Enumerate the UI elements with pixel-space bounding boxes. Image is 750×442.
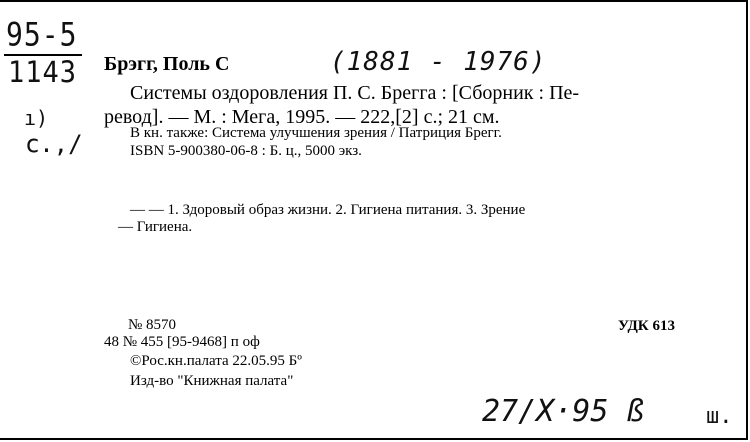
contents-note: В кн. также: Система улучшения зрения / Патриция Брегг. [130,125,502,141]
handwritten-note-small: ı) [24,106,49,130]
title-line-2: ревод]. — М. : Мега, 1995. — 222,[2] с.; 21 см. [104,106,500,128]
registration-number: 48 № 455 [95-9468] п оф [104,334,260,350]
title-line-1: Системы оздоровления П. С. Брегга : [Сборник : Пе- [130,82,580,104]
record-number: № 8570 [128,317,177,333]
author-heading: Брэгг, Поль С [104,53,230,75]
isbn-line: ISBN 5-900380-06-8 : Б. ц., 5000 экз. [130,143,362,159]
udk-code: УДК 613 [618,318,675,334]
subject-headings-line-2: — Гигиена. [118,219,193,235]
copyright-line: ©Рос.кн.палата 22.05.95 Бº [130,353,302,369]
author-years-handwritten: (1881 - 1976) [330,47,547,77]
handwritten-date: 27/X·95 ß [482,394,645,429]
publisher-line: Изд-во "Книжная палата" [130,373,294,389]
handwritten-mark: ⅽ.,/ [26,130,83,158]
subject-headings-line-1: — — 1. Здоровый образ жизни. 2. Гигиена питания. 3. Зрение [130,202,526,218]
handwritten-corner-mark: ш. [706,404,733,429]
shelf-number-bottom: 1143 [8,55,78,90]
shelf-number-top: 95-5 [6,15,78,54]
